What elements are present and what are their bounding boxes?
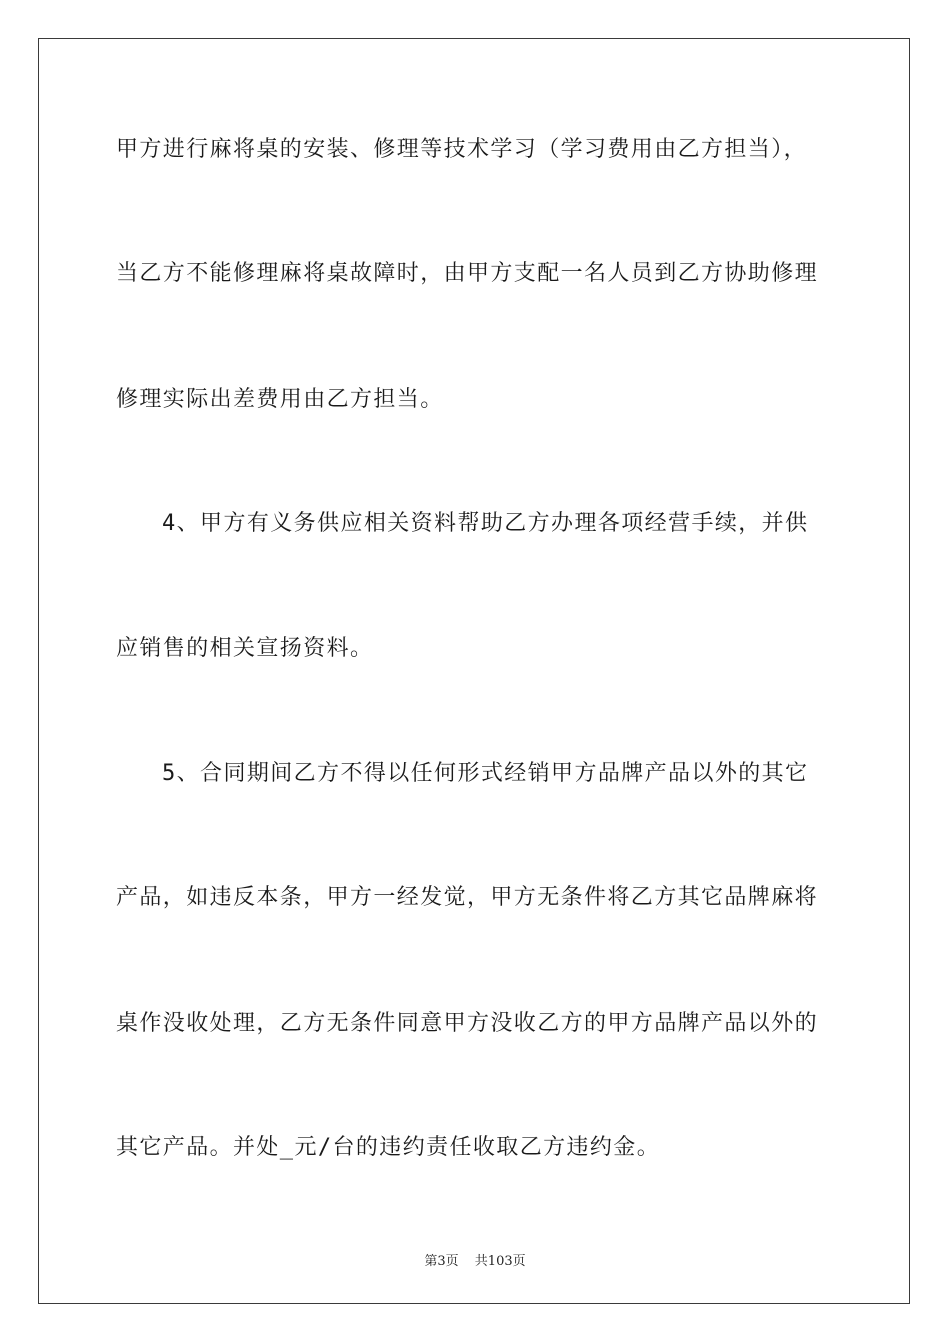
- page-border: [38, 38, 910, 1304]
- text-line: 桌作没收处理，乙方无条件同意甲方没收乙方的甲方品牌产品以外的: [116, 1011, 819, 1036]
- text-line: 甲方进行麻将桌的安装、修理等技术学习（学习费用由乙方担当），: [116, 137, 808, 162]
- text-line: 修理实际出差费用由乙方担当。: [116, 387, 444, 412]
- text-line: 其它产品。并处_元/台的违约责任收取乙方违约金。: [116, 1135, 661, 1160]
- page-footer: [0, 1250, 950, 1269]
- total-pages: 共103页: [474, 1254, 526, 1269]
- page-number: 第3页: [424, 1254, 459, 1269]
- text-line: 4、甲方有义务供应相关资料帮助乙方办理各项经营手续，并供: [162, 511, 809, 536]
- text-line: 5、合同期间乙方不得以任何形式经销甲方品牌产品以外的其它: [162, 761, 809, 786]
- text-line: 当乙方不能修理麻将桌故障时，由甲方支配一名人员到乙方协助修理: [116, 261, 819, 286]
- text-line: 产品，如违反本条，甲方一经发觉，甲方无条件将乙方其它品牌麻将: [116, 885, 819, 910]
- text-line: 应销售的相关宣扬资料。: [116, 636, 374, 661]
